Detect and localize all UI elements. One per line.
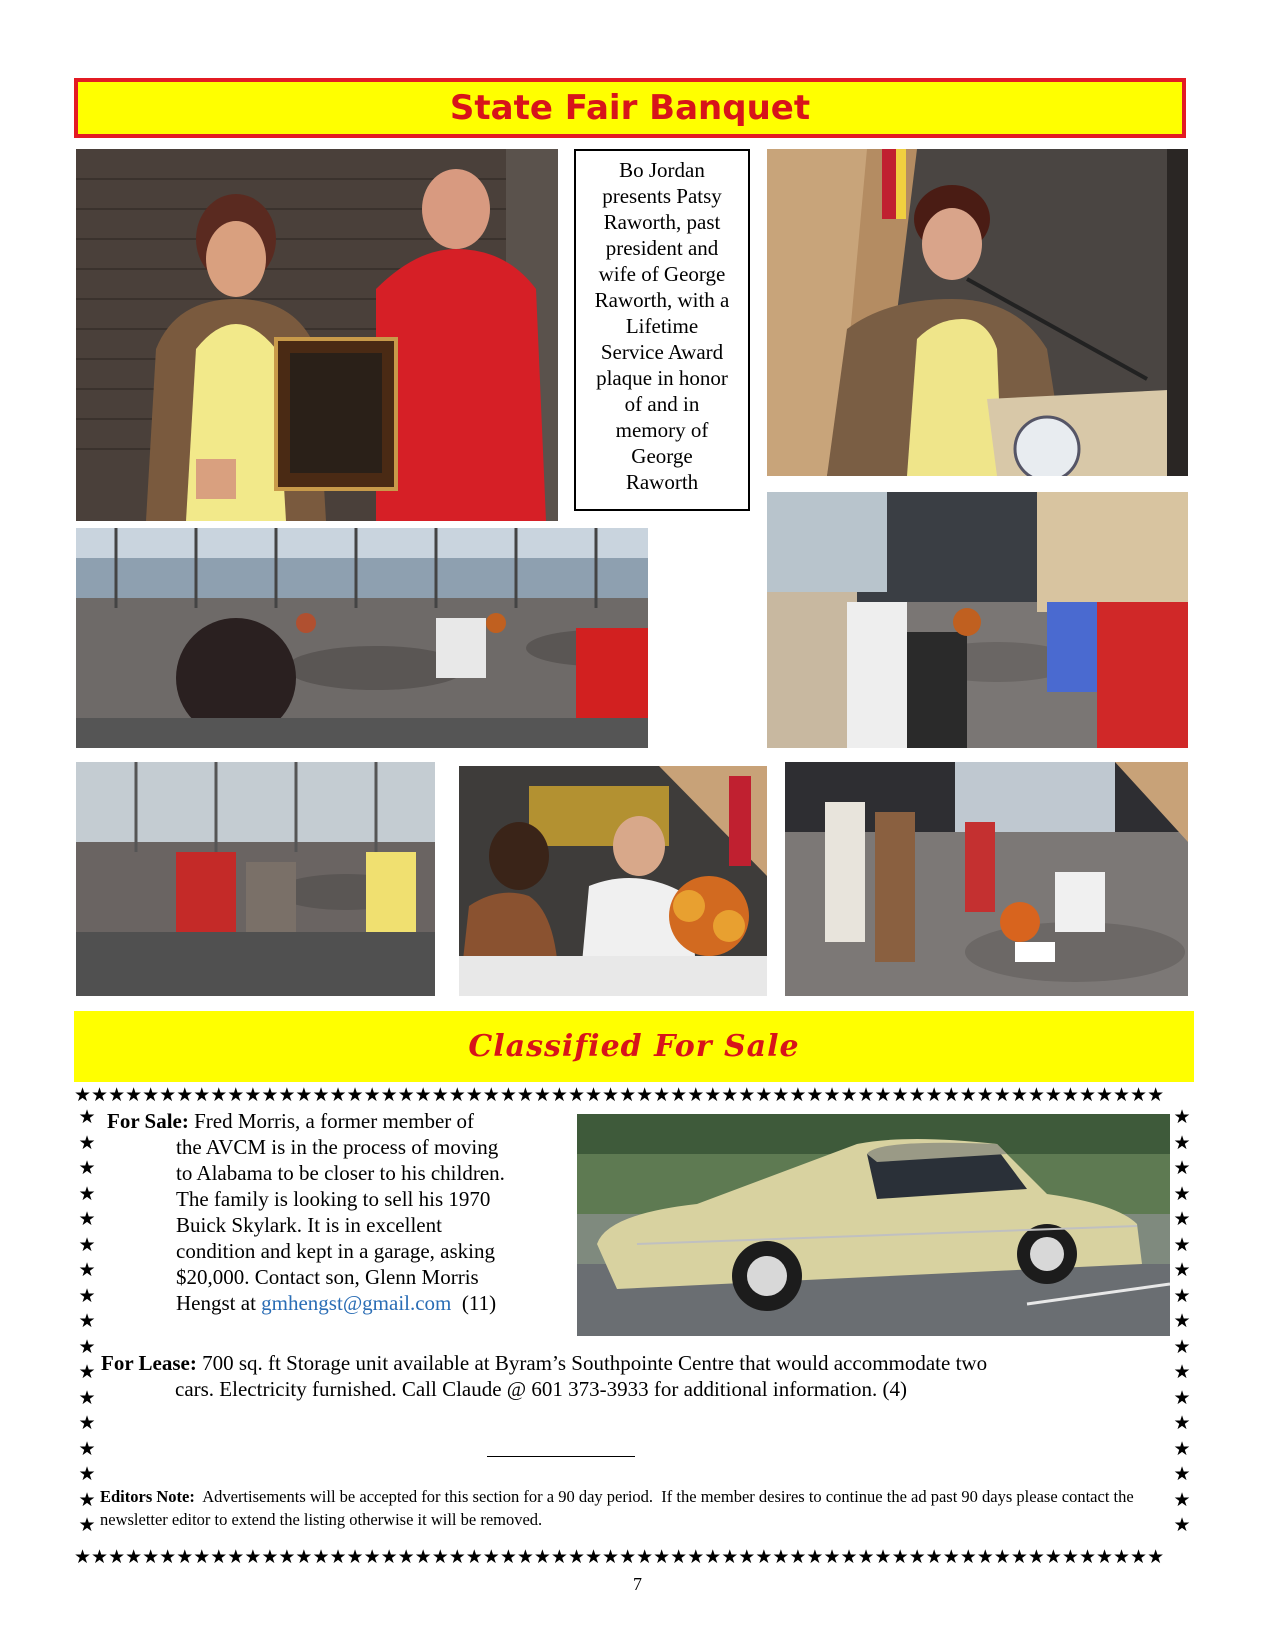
star-border-bottom: ★★★★★★★★★★★★★★★★★★★★★★★★★★★★★★★★★★★★★★★★★★★★★★★★★★★★★★★★★★★★★★★★ (74, 1548, 1165, 1568)
listing-number: (11) (451, 1291, 497, 1315)
editors-note-text: Advertisements will be accepted for this section for a 90 day period. If the member desires to continue the ad past 90 days please contact the newsletter editor to extend the listing otherwise it will be removed. (100, 1487, 1138, 1529)
caption-line: Raworth, with a (594, 288, 730, 312)
for-lease-label: For Lease: (101, 1351, 197, 1375)
star-border-right: ★★★★★★★★★★★★★★★★★ (1173, 1106, 1191, 1536)
contact-email-link[interactable]: gmhengst@gmail.com (261, 1291, 452, 1315)
classified-title: Classified For Sale (468, 1029, 800, 1064)
photo-caption (574, 149, 750, 511)
for-lease-line: cars. Electricity furnished. Call Claude @ 601 373-3933 for additional information. (4) (175, 1377, 907, 1401)
page-number: 7 (633, 1574, 642, 1594)
photo-award-presentation (76, 149, 558, 521)
star-border-top: ★★★★★★★★★★★★★★★★★★★★★★★★★★★★★★★★★★★★★★★★★★★★★★★★★★★★★★★★★★★★★★★★ (74, 1086, 1165, 1106)
photo-dining-hall-2 (767, 492, 1188, 748)
for-sale-line: The family is looking to sell his 1970 (176, 1187, 491, 1211)
caption-line: wife of George (598, 262, 726, 286)
caption-line: Bo Jordan (619, 158, 705, 182)
for-sale-listing (107, 1108, 577, 1316)
caption-line: presents Patsy (602, 184, 722, 208)
photo-guests-mingling (785, 762, 1188, 996)
for-sale-line: $20,000. Contact son, Glenn Morris (176, 1265, 479, 1289)
caption-line: Raworth, past (603, 210, 721, 234)
for-lease-listing (101, 1350, 1171, 1402)
for-sale-label: For Sale: (107, 1109, 189, 1133)
caption-line: Service Award (600, 340, 724, 364)
section-banner-state-fair (74, 78, 1186, 138)
section-banner-classified (74, 1011, 1194, 1082)
for-sale-line: Hengst at (176, 1291, 262, 1315)
caption-line: president and (605, 236, 719, 260)
star-border-left: ★★★★★★★★★★★★★★★★★ (78, 1106, 96, 1536)
photo-speaker-podium (767, 149, 1188, 476)
caption-line: Lifetime (625, 314, 699, 338)
for-lease-line: 700 sq. ft Storage unit available at Byram’s Southpointe Centre that would accommodate two (196, 1351, 988, 1375)
for-sale-line: Buick Skylark. It is in excellent (176, 1213, 442, 1237)
for-sale-line: to Alabama to be closer to his children. (176, 1161, 505, 1185)
photo-dining-hall-1 (76, 528, 648, 748)
caption-line: George (631, 444, 693, 468)
caption-line: Raworth (625, 470, 699, 494)
for-sale-line: Fred Morris, a former member of (194, 1109, 475, 1133)
caption-line: memory of (615, 418, 709, 442)
editors-note-label: Editors Note: (100, 1487, 195, 1506)
photo-guests-seated (76, 762, 435, 996)
divider-rule (487, 1456, 635, 1457)
editors-note (100, 1485, 1150, 1531)
for-sale-line: condition and kept in a garage, asking (176, 1239, 495, 1263)
for-sale-line: the AVCM is in the process of moving (176, 1135, 499, 1159)
caption-line: plaque in honor (596, 366, 728, 390)
caption-line: of and in (624, 392, 700, 416)
photo-buick-skylark (577, 1114, 1170, 1336)
photo-couple-at-table (459, 766, 767, 996)
page-title: State Fair Banquet (449, 88, 811, 128)
